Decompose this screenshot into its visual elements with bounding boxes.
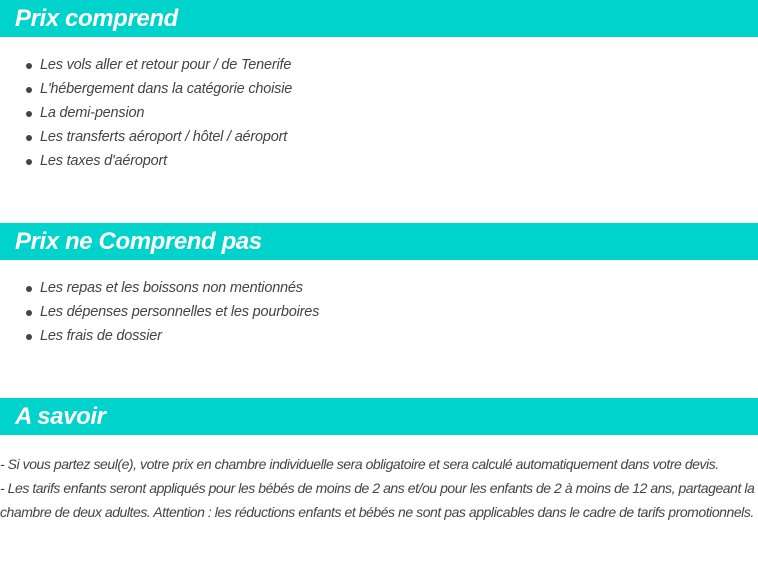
bullet-icon xyxy=(26,111,32,117)
list-item-text: L'hébergement dans la catégorie choisie xyxy=(40,81,293,97)
bullet-icon xyxy=(26,159,32,165)
bullet-icon xyxy=(26,87,32,93)
bullet-icon xyxy=(26,135,32,141)
paragraph: - Les tarifs enfants seront appliqués pour les bébés de moins de 2 ans et/ou pour les enfants de 2 à moins de 12 ans, partageant la chambre de deux adultes. Attention : les réductions enfants et bébés ne sont pas applicables dans le cadre de tarifs promotionnels. xyxy=(0,480,755,520)
a-savoir-text xyxy=(0,452,758,524)
section-title: A savoir xyxy=(15,403,106,430)
list-item-text: Les transferts aéroport / hôtel / aéroport xyxy=(40,129,288,145)
list-item xyxy=(0,125,292,149)
bullet-icon xyxy=(26,310,32,316)
bullet-icon xyxy=(26,63,32,69)
list-item-text: La demi-pension xyxy=(40,105,145,121)
list-item xyxy=(0,276,319,300)
section-title: Prix comprend xyxy=(15,5,178,32)
section-header-a-savoir xyxy=(0,398,758,435)
section-header-prix-ne-comprend-pas xyxy=(0,223,758,260)
section-title: Prix ne Comprend pas xyxy=(15,228,262,255)
list-item-text: Les dépenses personnelles et les pourboires xyxy=(40,304,320,320)
list-item-text: Les frais de dossier xyxy=(40,328,162,344)
list-item xyxy=(0,77,292,101)
list-item xyxy=(0,101,292,125)
list-item-text: Les repas et les boissons non mentionnés xyxy=(40,280,303,296)
list-item xyxy=(0,149,292,173)
included-list xyxy=(0,53,292,173)
list-item-text: Les taxes d'aéroport xyxy=(40,153,167,169)
section-header-prix-comprend xyxy=(0,0,758,37)
list-item xyxy=(0,53,292,77)
list-item xyxy=(0,300,319,324)
bullet-icon xyxy=(26,286,32,292)
list-item-text: Les vols aller et retour pour / de Tenerife xyxy=(40,57,292,73)
list-item xyxy=(0,324,319,348)
not-included-list xyxy=(0,276,319,348)
paragraph: - Si vous partez seul(e), votre prix en chambre individuelle sera obligatoire et sera calculé automatiquement dans votre devis. xyxy=(0,456,719,472)
bullet-icon xyxy=(26,334,32,340)
